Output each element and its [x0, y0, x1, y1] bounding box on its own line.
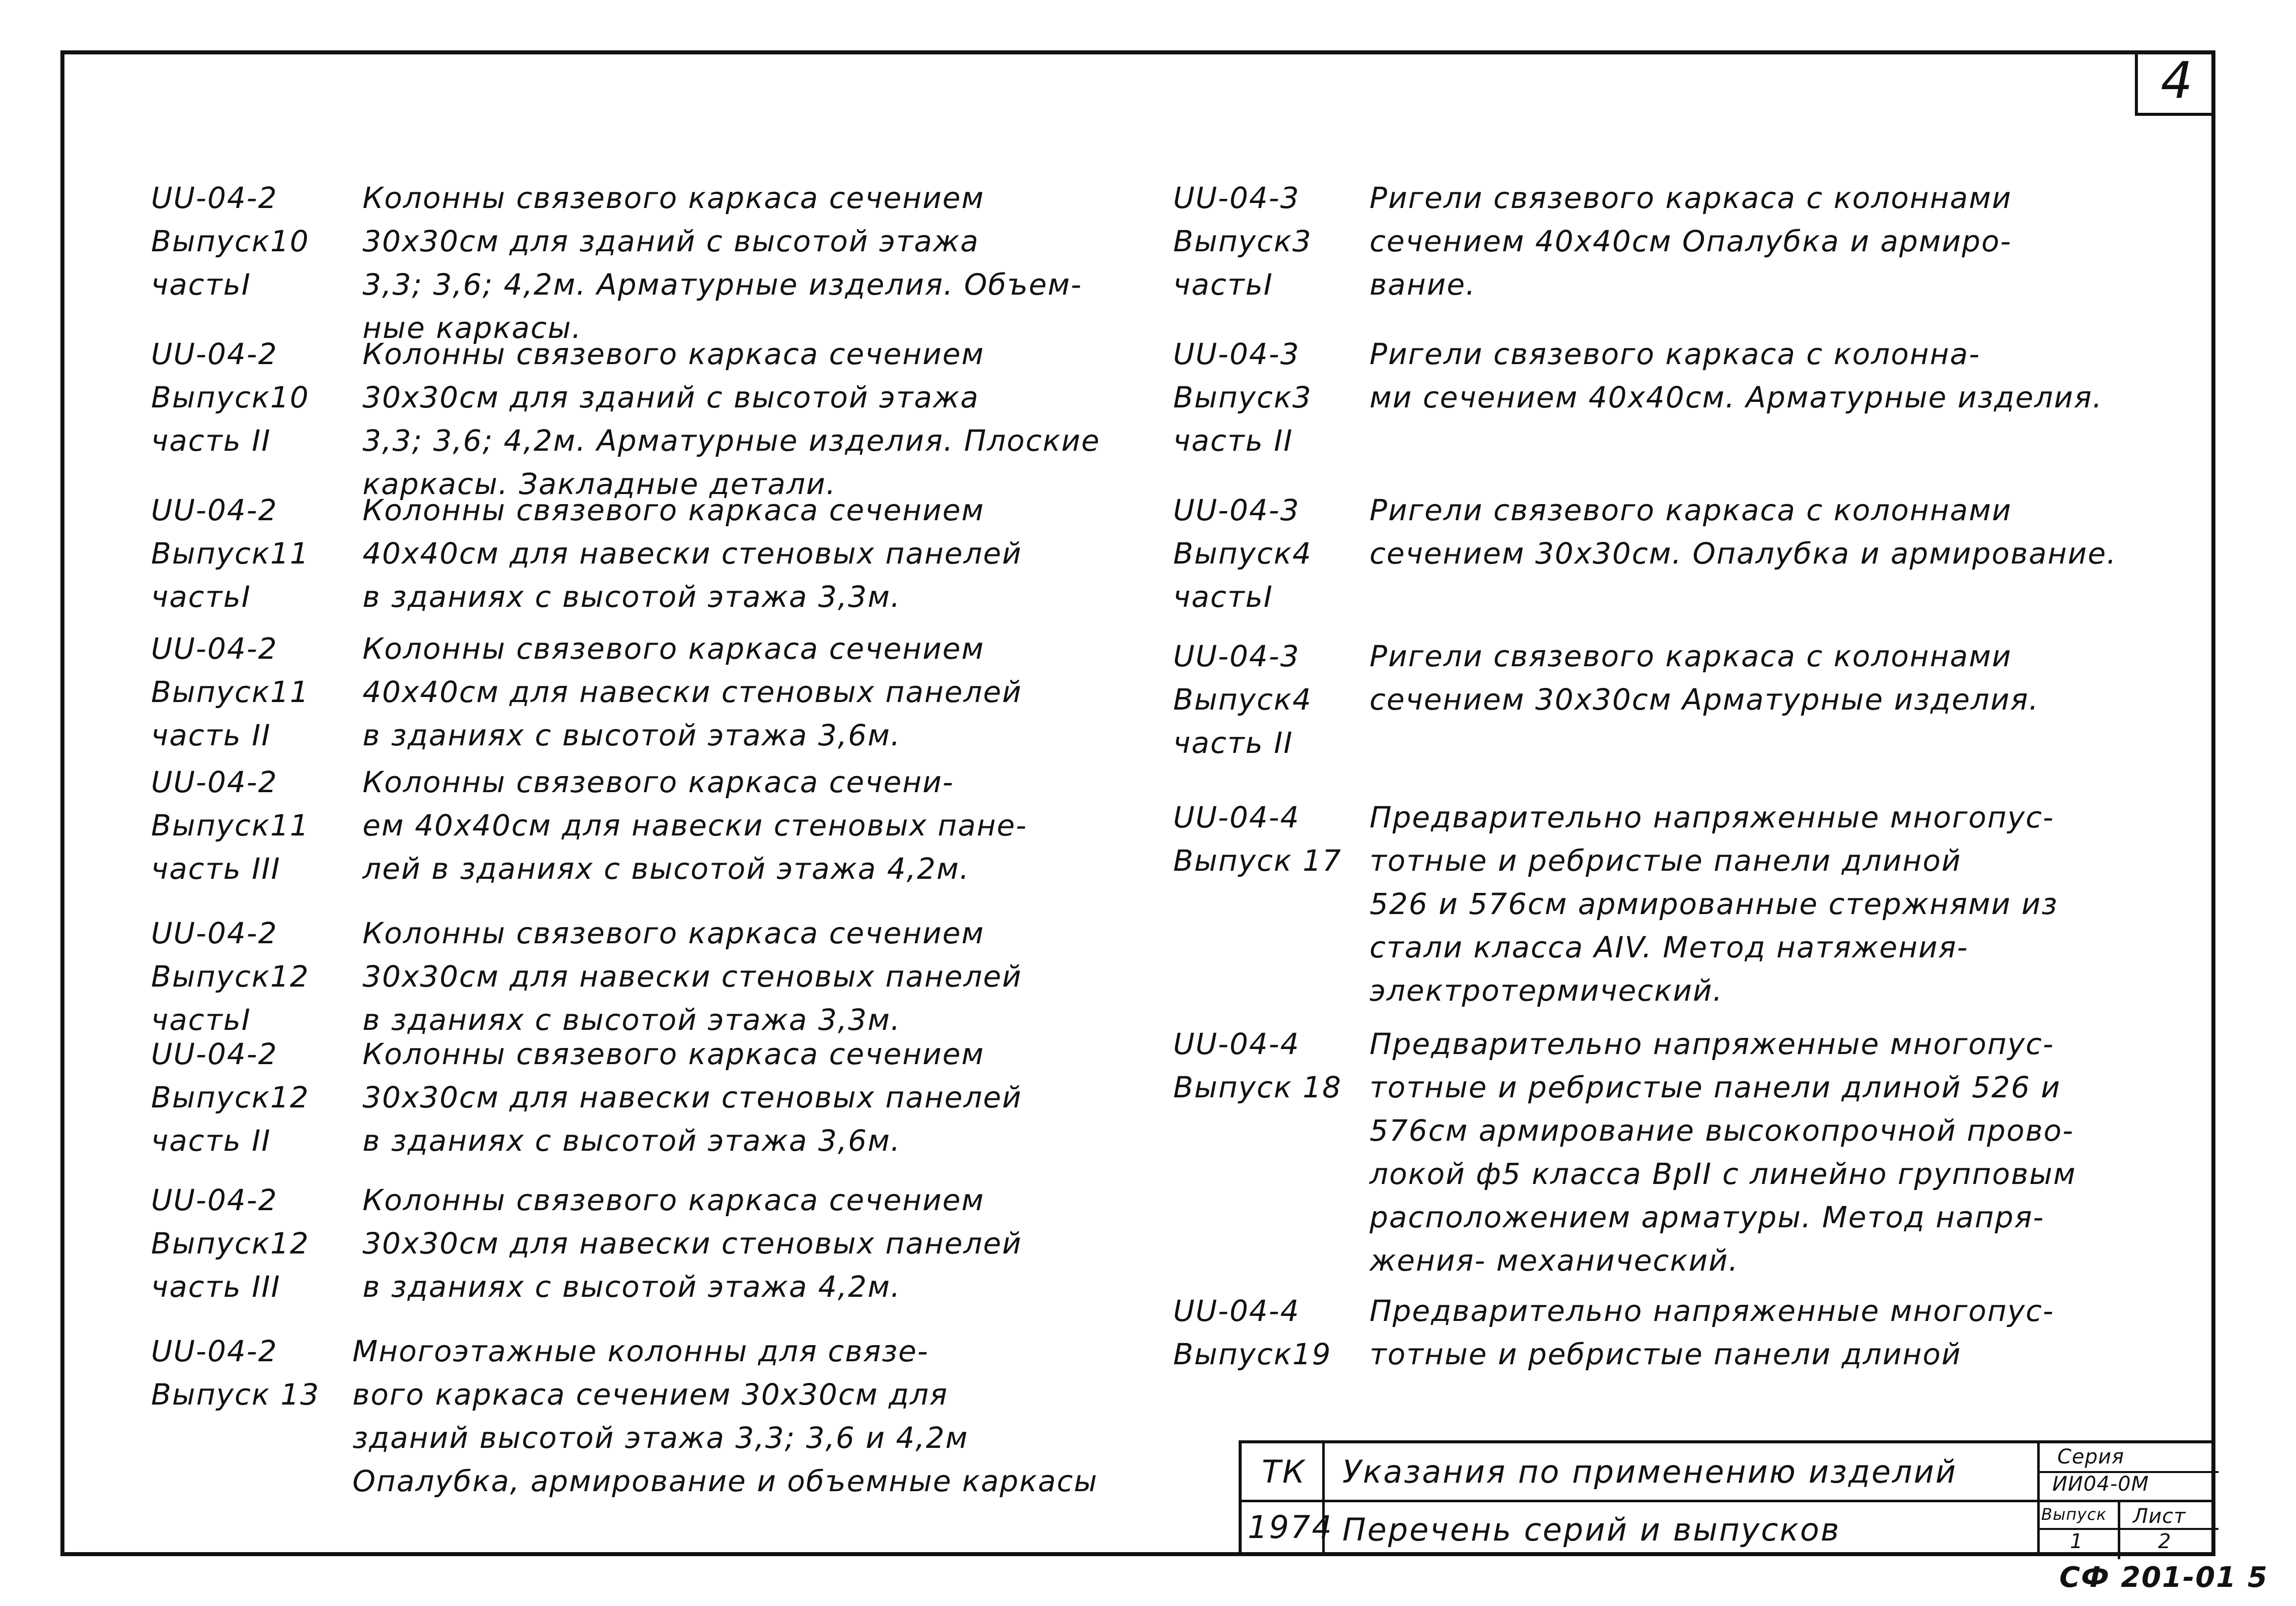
entry-code: UU-04-3 Выпуск3 частьI — [1173, 181, 1312, 302]
entry-description: Колонны связевого каркаса сечением 30х30см для зданий с высотой этажа 3,3; 3,6; 4,2м. Арматурные изделия. Объем- ные каркасы. — [363, 181, 1083, 345]
issue-value: 1 — [2070, 1530, 2084, 1553]
entry-code: UU-04-2 Выпуск10 часть II — [151, 337, 310, 458]
entry-code: UU-04-2 Выпуск11 часть II — [151, 632, 310, 752]
entry-description: Ригели связевого каркаса с колоннами сечением 30х30см. Опалубка и армирование. — [1370, 493, 2117, 571]
entry-description: Колонны связевого каркаса сечением 40х40см для навески стеновых панелей в зданиях с высотой этажа 3,3м. — [363, 493, 1022, 614]
issue-label: Выпуск — [2041, 1505, 2107, 1524]
sheet-title: Перечень серий и выпусков — [1342, 1511, 1841, 1548]
entry-code: UU-04-2 Выпуск12 часть III — [151, 1183, 310, 1304]
title-block — [1239, 1440, 2215, 1556]
entry-code: UU-04-2 Выпуск11 часть III — [151, 765, 310, 886]
entry-code: UU-04-2 Выпуск12 часть II — [151, 1037, 310, 1158]
entry-description: Предварительно напряженные многопус- тотные и ребристые панели длиной 526 и 576см армированные стержнями из стали класса AIV. Метод натяжения- электротермический. — [1370, 800, 2058, 1008]
entry-code: UU-04-4 Выпуск 18 — [1173, 1027, 1342, 1104]
title-block-divider — [2118, 1502, 2120, 1559]
organization-code: ТК — [1262, 1453, 1306, 1490]
entry-description: Колонны связевого каркаса сечением 30х30см для навески стеновых панелей в зданиях с высотой этажа 4,2м. — [363, 1183, 1022, 1304]
entry-description: Предварительно напряженные многопус- тотные и ребристые панели длиной — [1370, 1294, 2054, 1371]
title-block-divider — [1242, 1500, 2215, 1502]
entry-description: Колонны связевого каркаса сечением 30х30см для навески стеновых панелей в зданиях с высотой этажа 3,6м. — [363, 1037, 1022, 1158]
document-title: Указания по применению изделий — [1342, 1453, 1958, 1490]
entry-code: UU-04-2 Выпуск 13 — [151, 1334, 320, 1412]
entry-code: UU-04-3 Выпуск4 часть II — [1173, 639, 1312, 760]
sheet-label: Лист — [2133, 1505, 2186, 1528]
entry-description: Ригели связевого каркаса с колоннами сечением 40х40см Опалубка и армиро- вание. — [1370, 181, 2012, 302]
entry-description: Многоэтажные колонны для связе- вого каркаса сечением 30х30см для зданий высотой этажа 3,3; 3,6 и 4,2м Опалубка, армирование и объемные каркасы — [352, 1334, 1098, 1498]
entry-code: UU-04-4 Выпуск19 — [1173, 1294, 1332, 1371]
entry-description: Предварительно напряженные многопус- тотные и ребристые панели длиной 526 и 576см армирование высокопрочной прово- локой ф5 класса BpII с линейно групповым расположением арматуры. Метод напря- жения- механический. — [1370, 1027, 2076, 1278]
entry-code: UU-04-3 Выпуск3 часть II — [1173, 337, 1312, 458]
series-value: ИИ04-0М — [2052, 1473, 2149, 1496]
year: 1974 — [1248, 1509, 1333, 1546]
entry-code: UU-04-2 Выпуск11 частьI — [151, 493, 310, 614]
entry-description: Колонны связевого каркаса сечением 30х30см для зданий с высотой этажа 3,3; 3,6; 4,2м. Арматурные изделия. Плоские каркасы. Закладные детали. — [363, 337, 1101, 501]
sheet-number: 4 — [2135, 50, 2215, 116]
entry-description: Колонны связевого каркаса сечением 40х40см для навески стеновых панелей в зданиях с высотой этажа 3,6м. — [363, 632, 1022, 752]
title-block-divider — [2037, 1528, 2218, 1530]
entry-description: Ригели связевого каркаса с колонна- ми сечением 40х40см. Арматурные изделия. — [1370, 337, 2103, 414]
sheet-value: 2 — [2158, 1530, 2172, 1553]
entry-description: Ригели связевого каркаса с колоннами сечением 30х30см Арматурные изделия. — [1370, 639, 2039, 717]
entry-description: Колонны связевого каркаса сечением 30х30см для навески стеновых панелей в зданиях с высотой этажа 3,3м. — [363, 916, 1022, 1037]
entry-code: UU-04-4 Выпуск 17 — [1173, 800, 1342, 878]
series-label: Серия — [2057, 1445, 2124, 1469]
title-block-divider — [2037, 1443, 2040, 1556]
entry-description: Колонны связевого каркаса сечени- ем 40х40см для навески стеновых пане- лей в зданиях с высотой этажа 4,2м. — [363, 765, 1028, 886]
archive-stamp: СФ 201-01 5 — [2059, 1561, 2268, 1594]
entry-code: UU-04-2 Выпуск10 частьI — [151, 181, 310, 302]
entry-code: UU-04-3 Выпуск4 частьI — [1173, 493, 1312, 614]
entry-code: UU-04-2 Выпуск12 частьI — [151, 916, 310, 1037]
